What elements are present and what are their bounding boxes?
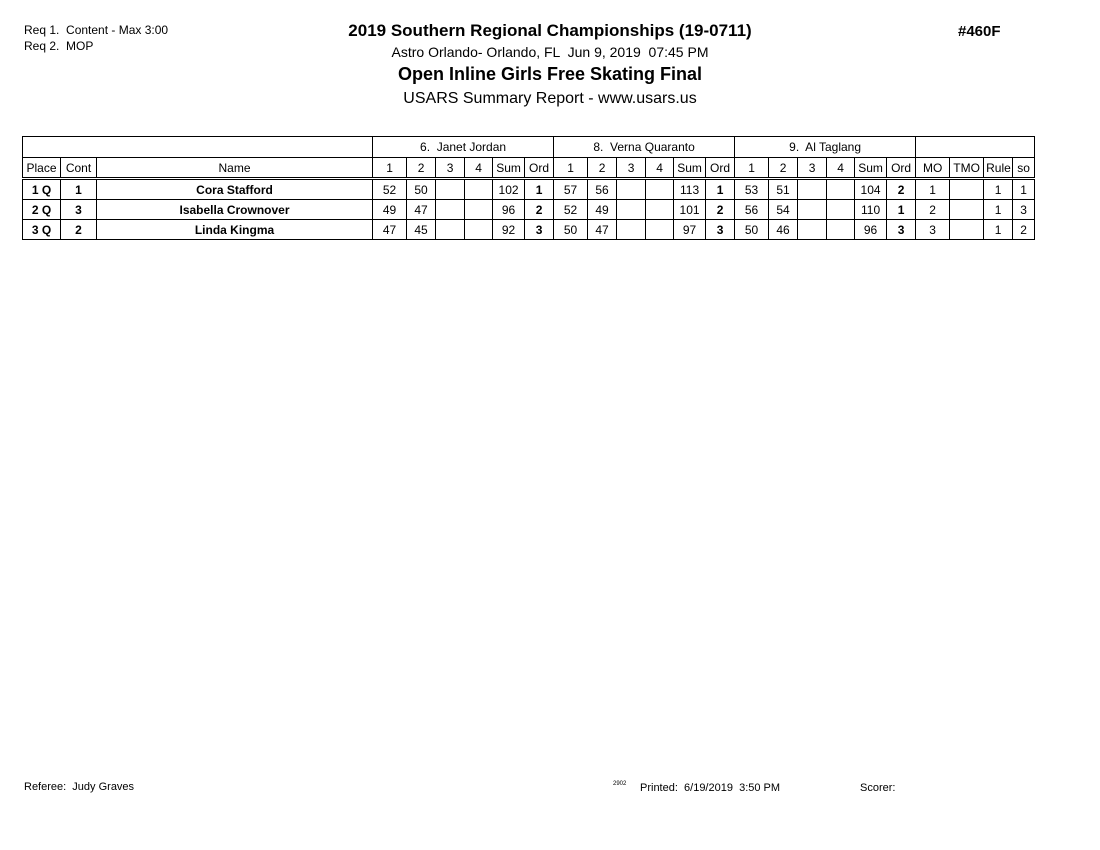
col-header-name: Name (97, 158, 373, 179)
sum-cell: 101 (674, 200, 706, 220)
score-cell: 57 (554, 179, 588, 200)
name-cell: Linda Kingma (97, 220, 373, 240)
sum-cell: 92 (493, 220, 525, 240)
col-header-score3: 3 (617, 158, 646, 179)
place-cell: 2 Q (23, 200, 61, 220)
col-header-score1: 1 (735, 158, 769, 179)
col-header-score1: 1 (373, 158, 407, 179)
mo-cell: 3 (916, 220, 950, 240)
score-cell (646, 200, 674, 220)
so-cell: 1 (1013, 179, 1035, 200)
tmo-cell (950, 200, 984, 220)
table-row (23, 220, 1035, 240)
req-line-2: Req 2. MOP (24, 39, 94, 53)
col-header-score2: 2 (407, 158, 436, 179)
col-header-sum: Sum (493, 158, 525, 179)
col-header-so: so (1013, 158, 1035, 179)
col-header-mo: MO (916, 158, 950, 179)
sum-cell: 110 (855, 200, 887, 220)
place-cell: 1 Q (23, 179, 61, 200)
sum-cell: 102 (493, 179, 525, 200)
cont-cell: 3 (61, 200, 97, 220)
scorer-line: Scorer: (860, 782, 896, 794)
score-cell: 45 (407, 220, 436, 240)
mo-cell: 2 (916, 200, 950, 220)
col-header-sum: Sum (674, 158, 706, 179)
judges-row-spacer-left (23, 137, 373, 158)
event-number: #460F (958, 23, 1001, 40)
score-cell: 50 (554, 220, 588, 240)
report-type-line: USARS Summary Report - www.usars.us (403, 90, 697, 107)
req-line-1: Req 1. Content - Max 3:00 (24, 23, 169, 37)
ord-cell: 2 (525, 200, 554, 220)
score-cell (646, 220, 674, 240)
score-cell: 47 (407, 200, 436, 220)
sum-cell: 96 (855, 220, 887, 240)
score-cell (617, 179, 646, 200)
results-table (22, 136, 1035, 240)
sum-cell: 113 (674, 179, 706, 200)
score-cell: 56 (735, 200, 769, 220)
score-cell: 50 (407, 179, 436, 200)
col-header-score3: 3 (798, 158, 827, 179)
tmo-cell (950, 220, 984, 240)
judge-1-name: 6. Janet Jordan (373, 137, 554, 158)
name-cell: Cora Stafford (97, 179, 373, 200)
score-cell: 52 (373, 179, 407, 200)
score-cell (617, 220, 646, 240)
col-header-tmo: TMO (950, 158, 984, 179)
score-cell: 46 (769, 220, 798, 240)
so-cell: 2 (1013, 220, 1035, 240)
score-cell: 49 (373, 200, 407, 220)
place-cell: 3 Q (23, 220, 61, 240)
report-header (0, 20, 1100, 111)
ord-cell: 1 (887, 200, 916, 220)
col-header-score3: 3 (436, 158, 465, 179)
score-cell (465, 179, 493, 200)
score-cell (436, 220, 465, 240)
col-header-ord: Ord (887, 158, 916, 179)
cont-cell: 2 (61, 220, 97, 240)
score-cell (827, 200, 855, 220)
rule-cell: 1 (984, 179, 1013, 200)
judges-row (23, 137, 1035, 158)
event-title: Open Inline Girls Free Skating Final (397, 64, 703, 84)
col-header-ord: Ord (525, 158, 554, 179)
printed-line: Printed: 6/19/2019 3:50 PM (640, 782, 781, 794)
score-cell (465, 220, 493, 240)
col-header-score4: 4 (646, 158, 674, 179)
referee-line: Referee: Judy Graves (24, 781, 135, 793)
col-header-score2: 2 (588, 158, 617, 179)
score-cell (798, 220, 827, 240)
cont-cell: 1 (61, 179, 97, 200)
column-header-row (23, 158, 1035, 179)
score-cell (798, 200, 827, 220)
ord-cell: 2 (887, 179, 916, 200)
ord-cell: 3 (525, 220, 554, 240)
col-header-rule: Rule (984, 158, 1013, 179)
score-cell (436, 200, 465, 220)
score-cell: 47 (373, 220, 407, 240)
name-cell: Isabella Crownover (97, 200, 373, 220)
score-cell (617, 200, 646, 220)
col-header-ord: Ord (706, 158, 735, 179)
score-cell (465, 200, 493, 220)
rule-cell: 1 (984, 220, 1013, 240)
sum-cell: 96 (493, 200, 525, 220)
mo-cell: 1 (916, 179, 950, 200)
tmo-cell (950, 179, 984, 200)
ord-cell: 2 (706, 200, 735, 220)
score-cell (436, 179, 465, 200)
sum-cell: 104 (855, 179, 887, 200)
col-header-score1: 1 (554, 158, 588, 179)
table-row (23, 200, 1035, 220)
col-header-place: Place (23, 158, 61, 179)
score-cell: 50 (735, 220, 769, 240)
judges-row-spacer-right (916, 137, 1035, 158)
version-mark: 2902 (613, 781, 627, 787)
score-cell: 47 (588, 220, 617, 240)
col-header-cont: Cont (61, 158, 97, 179)
score-cell: 52 (554, 200, 588, 220)
score-cell (798, 179, 827, 200)
venue-date-line: Astro Orlando- Orlando, FL Jun 9, 2019 07:45 PM (391, 44, 709, 60)
col-header-score4: 4 (465, 158, 493, 179)
score-cell: 51 (769, 179, 798, 200)
judge-3-name: 9. Al Taglang (735, 137, 916, 158)
so-cell: 3 (1013, 200, 1035, 220)
score-cell (646, 179, 674, 200)
col-header-score2: 2 (769, 158, 798, 179)
score-cell: 56 (588, 179, 617, 200)
ord-cell: 1 (706, 179, 735, 200)
score-cell: 53 (735, 179, 769, 200)
score-cell: 49 (588, 200, 617, 220)
results-table-wrapper (22, 136, 1035, 240)
judge-2-name: 8. Verna Quaranto (554, 137, 735, 158)
table-row (23, 179, 1035, 200)
score-cell: 54 (769, 200, 798, 220)
col-header-sum: Sum (855, 158, 887, 179)
score-cell (827, 220, 855, 240)
championship-title: 2019 Southern Regional Championships (19-0711) (348, 21, 752, 40)
col-header-score4: 4 (827, 158, 855, 179)
score-cell (827, 179, 855, 200)
ord-cell: 1 (525, 179, 554, 200)
ord-cell: 3 (887, 220, 916, 240)
sum-cell: 97 (674, 220, 706, 240)
rule-cell: 1 (984, 200, 1013, 220)
ord-cell: 3 (706, 220, 735, 240)
